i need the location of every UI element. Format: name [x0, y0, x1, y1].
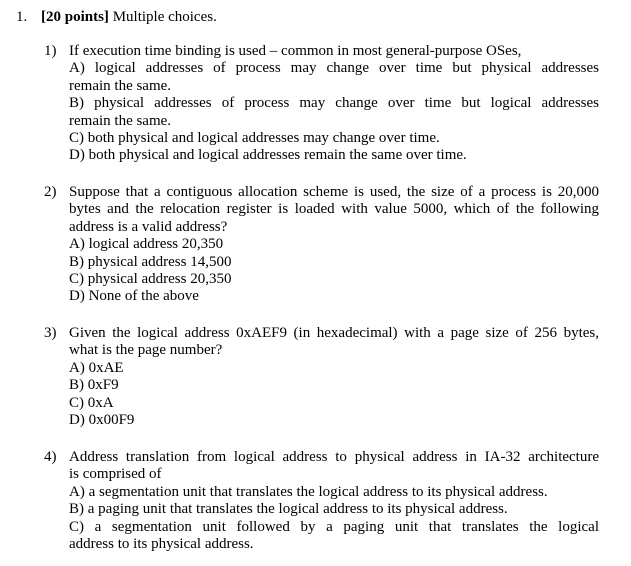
question-text-line: Address translation from logical address to physical address in IA-32 architecture	[69, 449, 599, 465]
question-number: 2)	[44, 184, 57, 200]
choice-c-line: C) a segmentation unit followed by a paging unit that translates the logical	[69, 518, 599, 535]
choice-b-line: B) physical address 14,500	[69, 253, 232, 270]
choice-c-line: C) both physical and logical addresses may change over time.	[69, 129, 440, 146]
question-text-line: what is the page number?	[69, 342, 223, 359]
question-body	[69, 325, 599, 429]
question-text-line: Suppose that a contiguous allocation scheme is used, the size of a process is 20,000	[69, 184, 599, 200]
question-text-line: bytes and the relocation register is loaded with value 5000, which of the following	[69, 201, 599, 218]
question-number: 3)	[44, 325, 57, 341]
choice-d-line: D) both physical and logical addresses remain the same over time.	[69, 147, 467, 164]
section-title: Multiple choices.	[112, 9, 217, 25]
choice-c-line: C) physical address 20,350	[69, 270, 232, 287]
choice-a-line: A) logical address 20,350	[69, 236, 224, 253]
question-number: 1)	[44, 43, 57, 59]
question-body	[69, 43, 599, 165]
question-text-line: If execution time binding is used – common in most general-purpose OSes,	[69, 43, 522, 59]
question-text-line: is comprised of	[69, 466, 162, 483]
choice-c-line: C) 0xA	[69, 394, 114, 411]
section-heading	[16, 9, 616, 26]
choice-b-line: B) a paging unit that translates the logical address to its physical address.	[69, 501, 508, 518]
choice-c-continuation: address to its physical address.	[69, 535, 254, 552]
question-text-line: Given the logical address 0xAEF9 (in hexadecimal) with a page size of 256 bytes,	[69, 325, 599, 341]
question-body	[69, 184, 599, 306]
section-number: 1.	[16, 9, 28, 25]
question-body	[69, 449, 599, 553]
question-number: 4)	[44, 449, 57, 465]
choice-a-line: A) logical addresses of process may change over time but physical addresses	[69, 60, 599, 77]
choice-b-line: B) 0xF9	[69, 377, 119, 394]
choice-a-line: A) a segmentation unit that translates the logical address to its physical address.	[69, 483, 548, 500]
choice-d-line: D) None of the above	[69, 288, 199, 305]
choice-d-line: D) 0x00F9	[69, 411, 135, 428]
choice-a-line: A) 0xAE	[69, 359, 124, 376]
choice-b-line: B) physical addresses of process may change over time but logical addresses	[69, 95, 599, 112]
choice-a-continuation: remain the same.	[69, 77, 172, 94]
choice-b-continuation: remain the same.	[69, 112, 172, 129]
question-text-line: address is a valid address?	[69, 218, 228, 235]
points-label: [20 points]	[41, 9, 109, 25]
